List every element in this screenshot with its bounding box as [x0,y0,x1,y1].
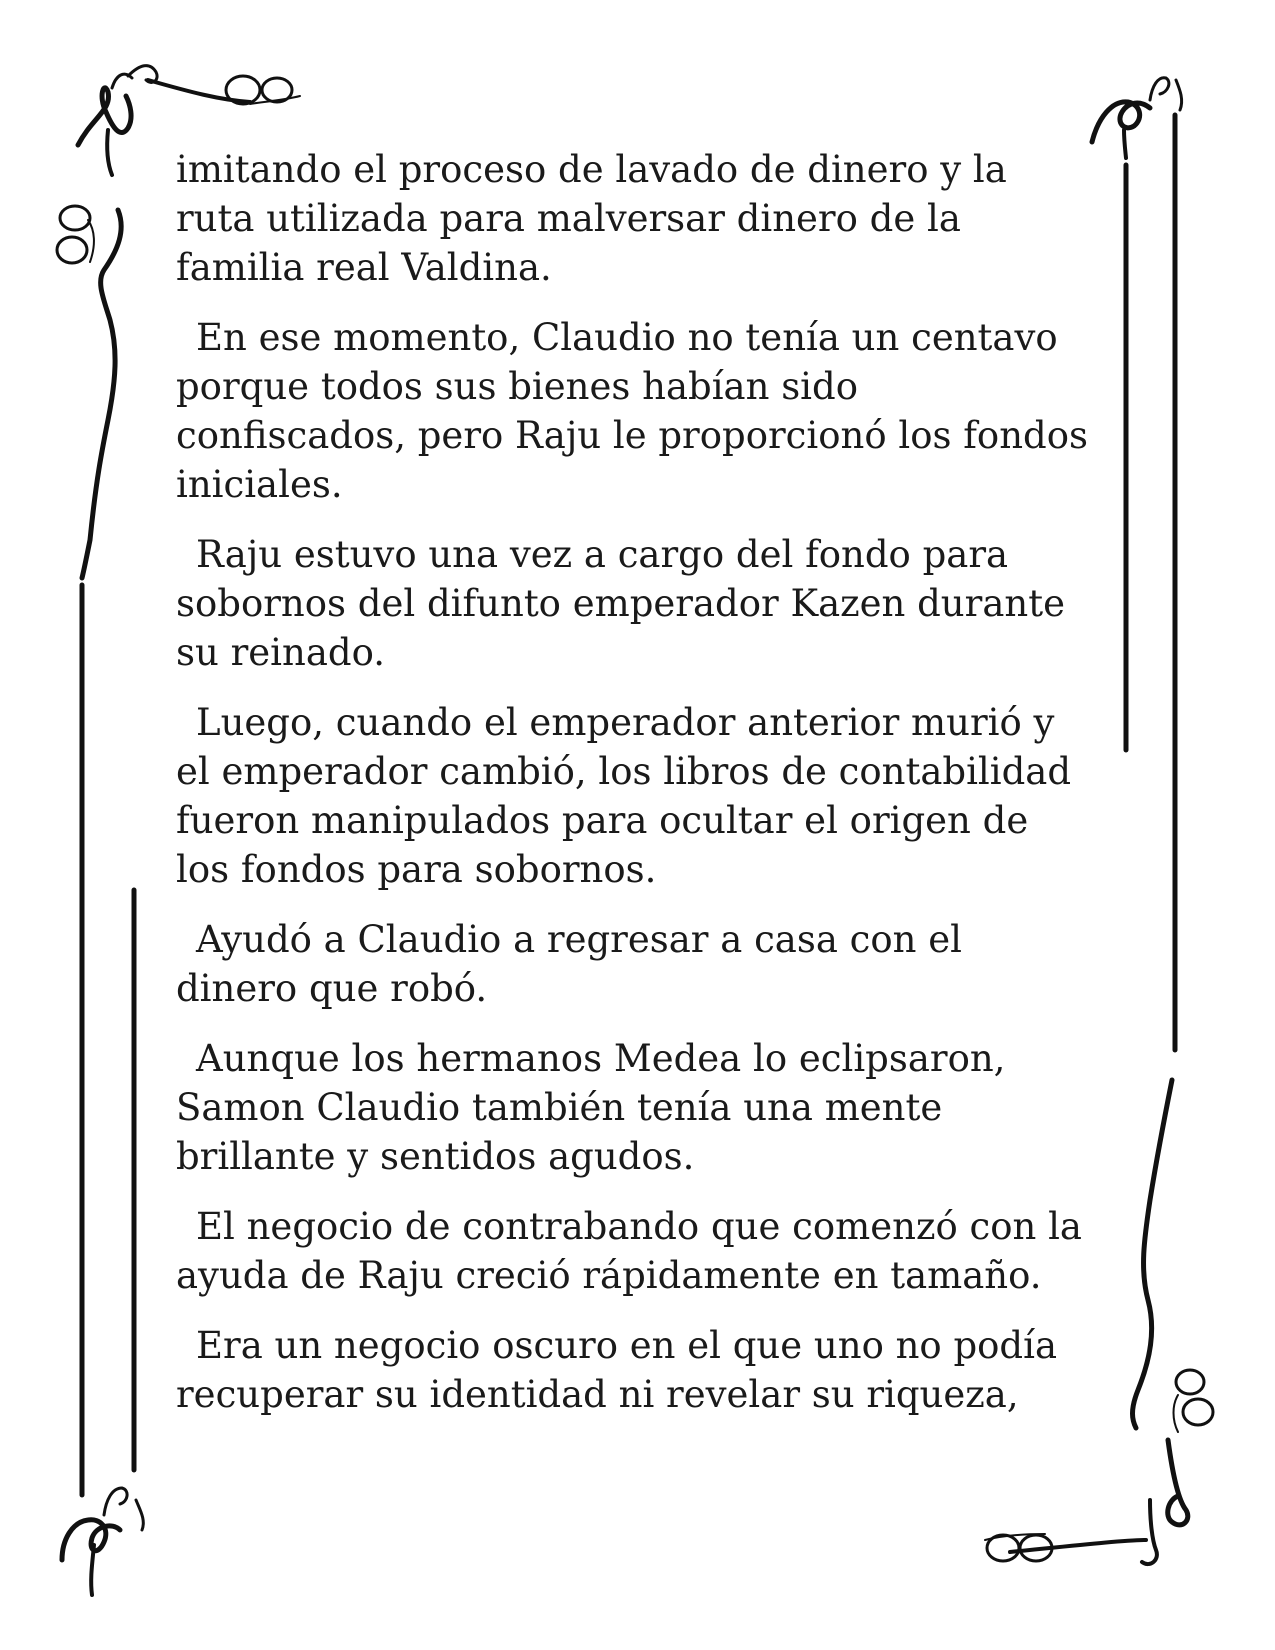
paragraph: Era un negocio oscuro en el que uno no podía recuperar su identidad ni revelar su riqueza, [176,1324,1058,1416]
paragraph: Raju estuvo una vez a cargo del fondo para sobornos del difunto emperador Kazen durante su reinado. [176,533,1065,674]
top-right-flourish-icon [1092,78,1182,158]
page-text [176,145,1091,1440]
paragraph: Ayudó a Claudio a regresar a casa con el dinero que robó. [176,918,962,1010]
paragraph: El negocio de contrabando que comenzó con la ayuda de Raju creció rápidamente en tamaño. [176,1205,1082,1297]
paragraph: En ese momento, Claudio no tenía un centavo porque todos sus bienes habían sido confiscados, pero Raju le proporcionó los fondos iniciales. [176,316,1088,506]
paragraph: Aunque los hermanos Medea lo eclipsaron, Samon Claudio también tenía una mente brillante y sentidos agudos. [176,1037,1006,1178]
bottom-left-flourish-icon [62,1488,143,1595]
paragraph: imitando el proceso de lavado de dinero y la ruta utilizada para malversar dinero de la familia real Valdina. [176,148,1007,289]
paragraph: Luego, cuando el emperador anterior murió y el emperador cambió, los libros de contabilidad fueron manipulados para ocultar el origen de los fondos para sobornos. [176,701,1072,891]
